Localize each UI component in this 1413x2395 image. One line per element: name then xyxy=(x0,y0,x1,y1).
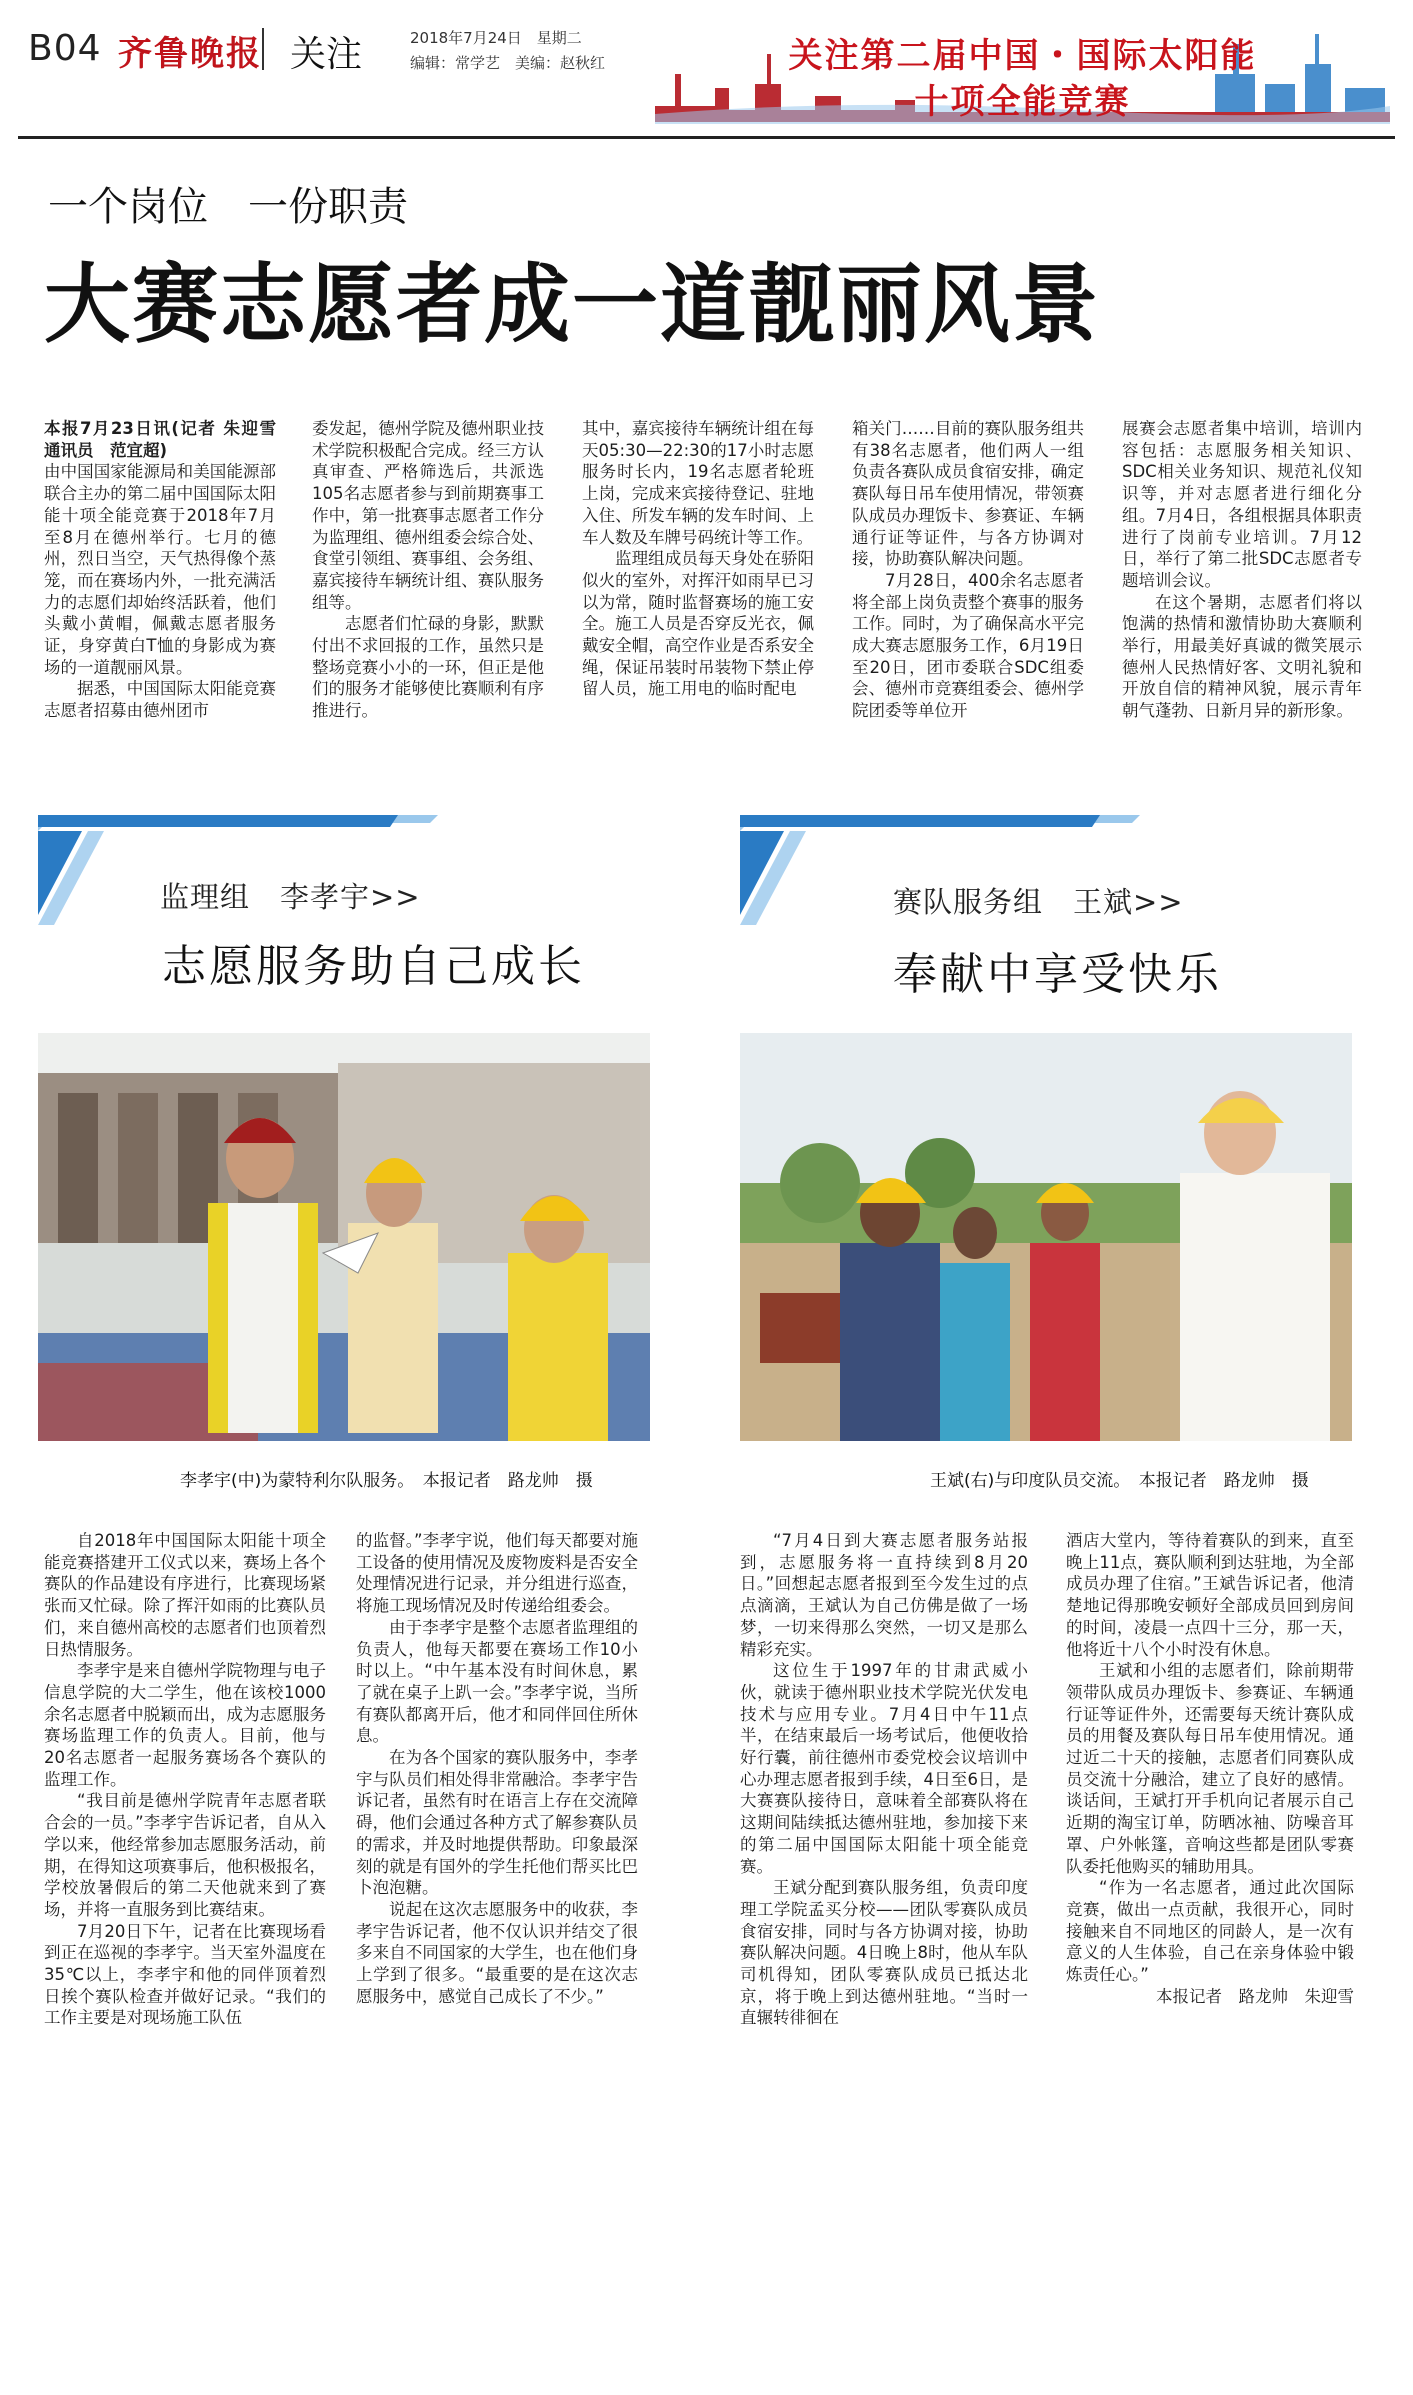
left-story-title: 志愿服务助自己成长 xyxy=(162,941,585,992)
right-photo xyxy=(740,1033,1352,1441)
event-banner xyxy=(655,14,1390,124)
paragraph: 在为各个国家的赛队服务中，李孝宇与队员们相处得非常融洽。李孝宇告诉记者，虽然有时在语言上存在交流障碍，他们会通过各种方式了解参赛队员的需求，并及时地提供帮助。印象最深刻的就是有国外的学生托他们帮买比巴卜泡泡糖。 xyxy=(356,1748,638,1898)
paragraph: 展赛会志愿者集中培训，培训内容包括：志愿服务相关知识、SDC相关业务知识、规范礼仪知识等，并对志愿者进行细化分组。7月4日，各组根据具体职责进行了岗前专业培训。7月12日，举行了第二批SDC志愿者专题培训会议。 xyxy=(1122,419,1362,590)
lead-dateline: 本报7月23日讯(记者 朱迎雪 通讯员 范宜超) xyxy=(44,419,293,460)
header-divider xyxy=(262,28,264,70)
paragraph: 王斌分配到赛队服务组，负责印度理工学院孟买分校——团队零赛队成员食宿安排，同时与各方协调对接，协助赛队解决问题。4日晚上8时，他从车队司机得知，团队零赛队成员已抵达北京，将于晚上到达德州驻地。“当时一直辗转徘徊在 xyxy=(740,1878,1028,2028)
right-story-title: 奉献中享受快乐 xyxy=(893,949,1222,1000)
photo-volunteers-supervision xyxy=(38,1033,650,1441)
banner-line-1: 关注第二届中国・国际太阳能 xyxy=(788,36,1257,76)
paragraph: 7月20日下午，记者在比赛现场看到正在巡视的李孝宇。当天室外温度在35℃以上，李孝宇和他的同伴顶着烈日挨个赛队检查并做好记录。“我们的工作主要是对现场施工队伍 xyxy=(44,1921,326,2028)
paragraph: 王斌和小组的志愿者们，除前期带领带队成员办理饭卡、参赛证、车辆通行证等证件外，还需要每天统计赛队成员的用餐及赛队每日吊车使用情况。通过近二十天的接触，志愿者们同赛队成员交流十分融洽，建立了良好的感情。谈话间，王斌打开手机向记者展示自己近期的淘宝订单，防晒冰袖、防噪音耳罩、户外帐篷，音响这些都是团队零赛队委托他购买的辅助用具。 xyxy=(1066,1661,1354,1876)
article-kicker: 一个岗位 一份职责 xyxy=(48,184,408,230)
issue-meta xyxy=(410,26,605,76)
paragraph: 说起在这次志愿服务中的收获，李孝宇告诉记者，他不仅认识并结交了很多来自不同国家的大学生，也在他们身上学到了很多。“最重要的是在这次志愿服务中，感觉自己成长了不少。” xyxy=(356,1899,638,2006)
paragraph: 在这个暑期，志愿者们将以饱满的热情和激情协助大赛顺利举行，用最美好真诚的微笑展示德州人民热情好客、文明礼貌和开放自信的精神风貌，展示青年朝气蓬勃、日新月异的新形象。 xyxy=(1122,592,1362,721)
paragraph: 据悉，中国国际太阳能竞赛志愿者招募由德州团市 xyxy=(44,679,276,721)
page-number: B04 xyxy=(28,28,102,69)
paragraph: 由中国国家能源局和美国能源部联合主办的第二届中国国际太阳能十项全能竞赛于2018年7月至8月在德州举行。七月的德州，烈日当空，天气热得像个蒸笼，而在赛场内外，一批充满活力的志愿们却始终活跃着，他们头戴小黄帽，佩戴志愿者服务证，身穿黄白T恤的身影成为赛场的一道靓丽风景。 xyxy=(44,462,276,677)
lead-column-1 xyxy=(44,418,293,722)
date-line: 2018年7月24日 星期二 xyxy=(410,29,582,47)
paragraph: 酒店大堂内，等待着赛队的到来，直至晚上11点，赛队顺利到达驻地，为全部成员办理了住宿。”王斌告诉记者，他清楚地记得那晚安顿好全部成员回到房间的时间，凌晨一点四十三分，那一天，他将近十八个小时没有休息。 xyxy=(1066,1531,1354,1659)
section-title: 关注 xyxy=(290,34,363,75)
right-story-label: 赛队服务组 王斌>> xyxy=(893,885,1184,919)
article-headline: 大赛志愿者成一道靓丽风景 xyxy=(44,255,1100,355)
left-photo-caption: 李孝宇(中)为蒙特利尔队服务。 本报记者 路龙帅 摄 xyxy=(180,1471,593,1491)
left-story-label: 监理组 李孝宇>> xyxy=(160,880,421,914)
lead-column-3 xyxy=(582,418,814,700)
paragraph: 委发起，德州学院及德州职业技术学院积极配合完成。经三方认真审查、严格筛选后，共派选105名志愿者参与到前期赛事工作中，第一批赛事志愿者工作分为监理组、德州组委会综合处、食堂引领组、赛事组、会务组、嘉宾接待车辆统计组、赛队服务组等。 xyxy=(312,419,544,612)
lead-column-5 xyxy=(1122,418,1362,722)
paragraph: “作为一名志愿者，通过此次国际竞赛，做出一点贡献，我很开心，同时接触来自不同地区的同龄人，是一次有意义的人生体验，自己在亲身体验中锻炼责任心。” xyxy=(1066,1878,1354,1985)
paragraph: 这位生于1997年的甘肃武威小伙，就读于德州职业技术学院光伏发电技术与应用专业。7月4日中午11点半，在结束最后一场考试后，他便收拾好行囊，前往德州市委党校会议培训中心办理志愿者报到手续，4日至6日，是大赛赛队接待日，意味着全部赛队将在这期间陆续抵达德州驻地，参加接下来的第二届中国国际太阳能十项全能竞赛。 xyxy=(740,1661,1028,1876)
paragraph: 李孝宇是来自德州学院物理与电子信息学院的大二学生，他在该校1000余名志愿者中脱颖而出，成为志愿服务赛场监理工作的负责人。目前，他与20名志愿者一起服务赛场各个赛队的监理工作。 xyxy=(44,1661,326,1789)
left-photo xyxy=(38,1033,650,1441)
right-story-column-2 xyxy=(1066,1530,1354,2007)
paragraph: 由于李孝宇是整个志愿者监理组的负责人，他每天都要在赛场工作10小时以上。“中午基本没有时间休息，累了就在桌子上趴一会。”李孝宇说，当所有赛队都离开后，他才和同伴回住所休息。 xyxy=(356,1617,638,1746)
paragraph: 自2018年中国国际太阳能十项全能竞赛搭建开工仪式以来，赛场上各个赛队的作品建设有序进行，比赛现场紧张而又忙碌。除了挥汗如雨的比赛队员们，来自德州高校的志愿者们也顶着烈日热情服务。 xyxy=(44,1531,326,1659)
banner-line-2: 十项全能竞赛 xyxy=(914,82,1131,122)
lead-column-4 xyxy=(852,418,1084,722)
right-story-column-1 xyxy=(740,1530,1028,2029)
paragraph: 箱关门……目前的赛队服务组共有38名志愿者，他们两人一组负责各赛队成员食宿安排，确定赛队每日吊车使用情况，带领赛队成员办理饭卡、参赛证、车辆通行证等证件，与各方协调对接，协助赛队解决问题。 xyxy=(852,419,1084,569)
paragraph: 7月28日，400余名志愿者将全部上岗负责整个赛事的服务工作。同时，为了确保高水平完成大赛志愿服务工作，6月19日至20日，团市委联合SDC组委会、德州市竞赛组委会、德州学院团委等单位开 xyxy=(852,570,1084,721)
left-story-column-2 xyxy=(356,1530,638,2007)
paragraph: 其中，嘉宾接待车辆统计组在每天05:30—22:30的17小时志愿服务时长内，19名志愿者轮班上岗，完成来宾接待登记、驻地入住、所发车辆的发车时间、上车人数及车牌号码统计等工作。 xyxy=(582,419,814,547)
byline-signature: 本报记者 路龙帅 朱迎雪 xyxy=(1156,1986,1354,2006)
paragraph: 的监督。”李孝宇说，他们每天都要对施工设备的使用情况及废物废料是否安全处理情况进行记录，并分组进行巡查，将施工现场情况及时传递给组委会。 xyxy=(356,1531,638,1616)
paragraph: “我目前是德州学院青年志愿者联合会的一员。”李孝宇告诉记者，自从入学以来，他经常参加志愿服务活动，前期，在得知这项赛事后，他积极报名，学校放暑假后的第二天他就来到了赛场，并将一直服务到比赛结束。 xyxy=(44,1791,326,1919)
masthead-logo: 齐鲁晚报 xyxy=(118,34,262,74)
lead-column-2 xyxy=(312,418,544,722)
header-rule xyxy=(18,136,1395,139)
paragraph: “7月4日到大赛志愿者服务站报到，志愿服务将一直持续到8月20日。”回想起志愿者报到至今发生过的点点滴滴，王斌认为自己仿佛是做了一场梦，一切来得那么突然，一切又是那么精彩充实。 xyxy=(740,1531,1028,1659)
paragraph: 监理组成员每天身处在骄阳似火的室外，对挥汗如雨早已习以为常，随时监督赛场的施工安全。施工人员是否穿反光衣，佩戴安全帽，高空作业是否系安全绳，保证吊装时吊装物下禁止停留人员，施工用电的临时配电 xyxy=(582,549,814,699)
right-photo-caption: 王斌(右)与印度队员交流。 本报记者 路龙帅 摄 xyxy=(930,1471,1309,1491)
photo-volunteer-with-team xyxy=(740,1033,1352,1441)
paragraph: 志愿者们忙碌的身影，默默付出不求回报的工作，虽然只是整场竞赛小小的一环，但正是他们的服务才能够使比赛顺利有序推进行。 xyxy=(312,614,544,721)
editor-line: 编辑：常学艺 美编：赵秋红 xyxy=(410,54,606,72)
left-story-column-1 xyxy=(44,1530,326,2029)
